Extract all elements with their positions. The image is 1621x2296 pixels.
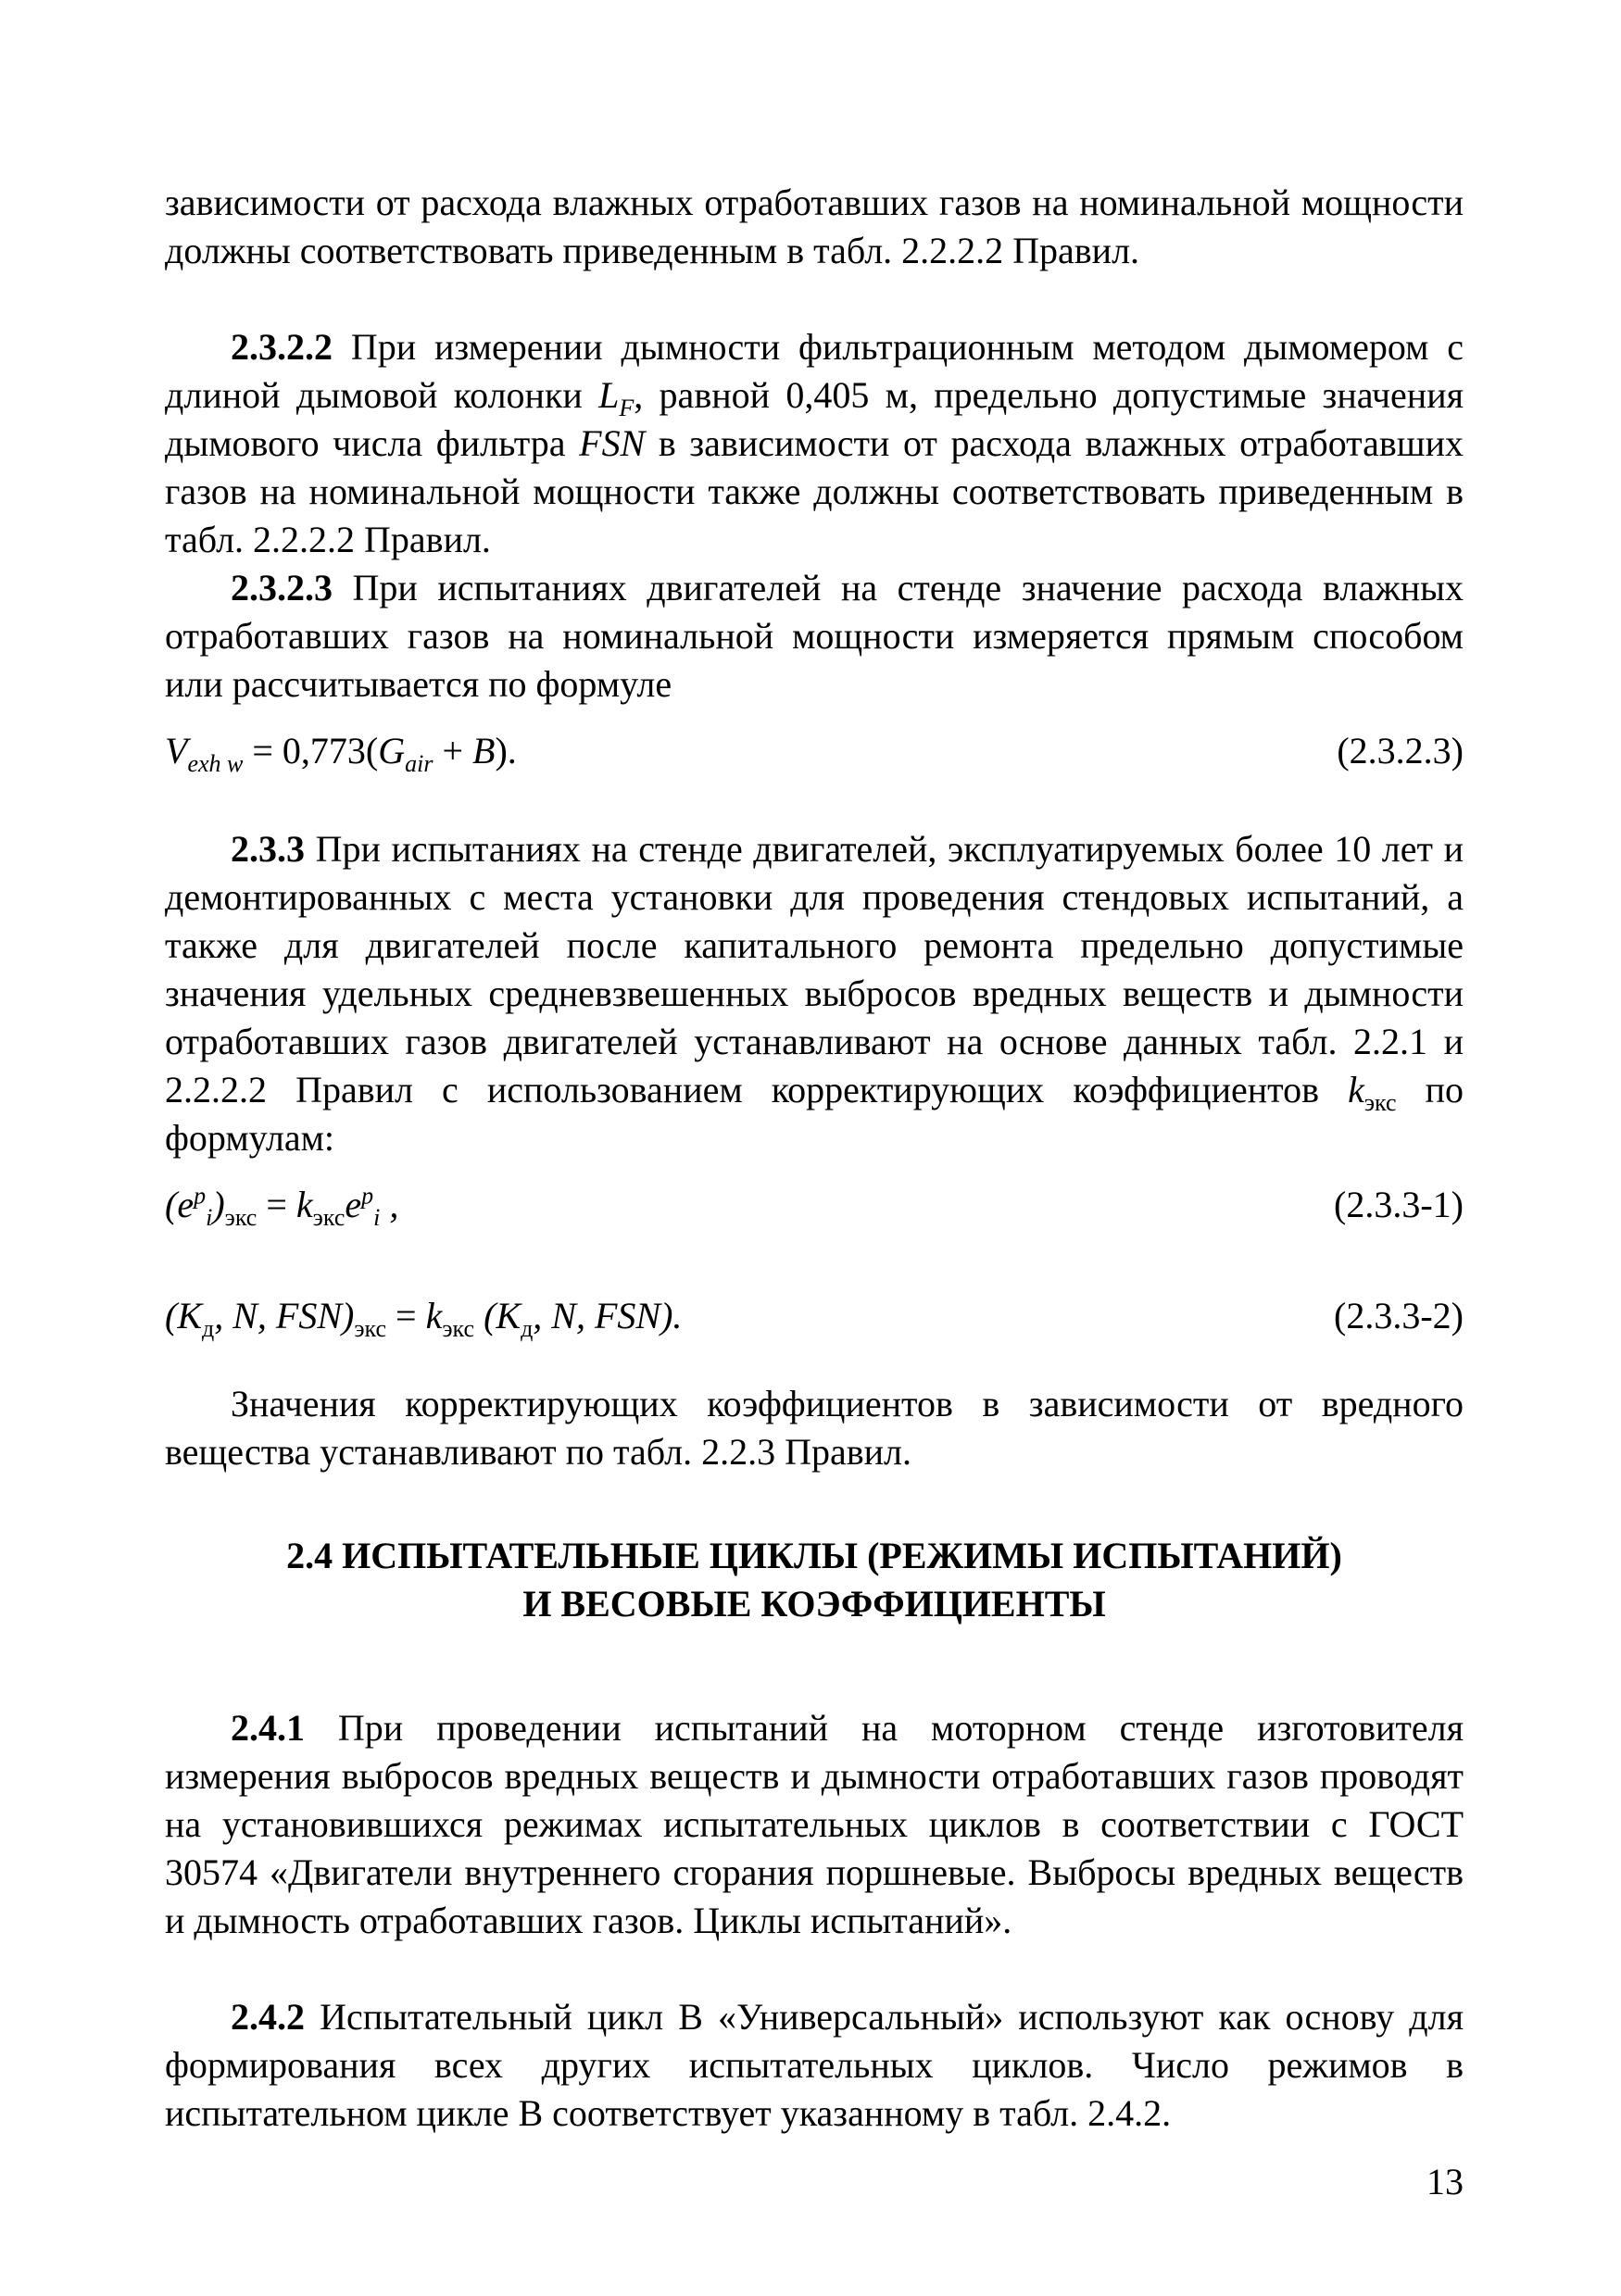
paragraph-text: Значения корректирующих коэффициентов в зависимости от вредного вещества устанавливают по табл. 2.2.3 Правил.: [165, 1383, 1464, 1473]
paragraph-text: в зависимости от расхода влажных отработавших газов на номинальной мощности также должны соответствовать приведенным в табл. 2.2.2.2 Правил.: [165, 422, 1464, 560]
formula-sub: экс: [442, 1315, 475, 1342]
formula-var: G: [378, 730, 406, 772]
formula-var: k: [425, 1295, 443, 1336]
paragraph-2-4-2: [165, 1993, 1464, 2138]
paragraph-correction-values: [165, 1380, 1464, 1476]
formula-sub: экс: [354, 1315, 387, 1342]
formula-2-3-2-3: [165, 727, 1464, 775]
formula-sub: экс: [224, 1204, 258, 1231]
paragraph-2-3-2-2: [165, 323, 1464, 564]
formula-2-3-3-2: [165, 1292, 1464, 1340]
formula-part: =: [386, 1295, 426, 1336]
formula-sub: i: [206, 1204, 213, 1231]
section-heading-line-1: 2.4 ИСПЫТАТЕЛЬНЫЕ ЦИКЛЫ (РЕЖИМЫ ИСПЫТАНИЙ): [286, 1535, 1342, 1576]
formula-number: (2.3.2.3): [1337, 730, 1464, 772]
formula-part: ): [212, 1184, 225, 1225]
formula-part: (: [165, 1184, 178, 1225]
subscript-F: F: [619, 395, 635, 421]
formula-part: = 0,773(: [243, 730, 379, 772]
paragraph-2-4-1: [165, 1704, 1464, 1945]
paragraph-text: по формулам:: [165, 1069, 1464, 1159]
formula-var: B: [472, 730, 496, 772]
formula-var: k: [295, 1184, 313, 1225]
clause-number: 2.3.2.3: [231, 567, 333, 609]
section-heading-line-2: И ВЕСОВЫЕ КОЭФФИЦИЕНТЫ: [522, 1583, 1106, 1625]
formula-part: , N, FSN): [214, 1295, 355, 1336]
formula-number: (2.3.3-2): [1334, 1295, 1464, 1336]
clause-number: 2.3.3: [231, 828, 305, 870]
formula-sub: air: [405, 750, 434, 777]
paragraph-continuation: [165, 179, 1464, 275]
paragraph-2-3-3: [165, 825, 1464, 1162]
formula-part: +: [433, 730, 473, 772]
formula-part: ).: [495, 730, 517, 772]
paragraph-text: , равной 0,405 м, предельно допустимые значения дымового числа фильтра: [165, 374, 1464, 464]
page-number: 13: [1426, 2161, 1464, 2202]
paragraph-text: При проведении испытаний на моторном стенде изготовителя измерения выбросов вредных веществ и дымности отработавших газов проводят на установившихся режимах испытательных циклов в соответствии с ГОСТ 30574 «Двигатели внутреннего сгорания поршневые. Выбросы вредных веществ и дымность отработавших газов. Циклы испытаний».: [165, 1707, 1464, 1941]
clause-number: 2.4.1: [231, 1707, 305, 1749]
formula-part: , N, FSN).: [533, 1295, 683, 1336]
paragraph-2-3-2-3: [165, 564, 1464, 709]
formula-var: e: [177, 1184, 195, 1225]
paragraph-text: При измерении дымности фильтрационным методом дымомером с длиной дымовой колонки: [165, 326, 1464, 416]
paragraph-text: При испытаниях двигателей на стенде значение расхода влажных отработавших газов на номинальной мощности измеряется прямым способом или рассчитывается по формуле: [165, 567, 1464, 705]
variable-L: L: [598, 374, 620, 416]
formula-2-3-3-1: [165, 1181, 1464, 1229]
paragraph-text: При испытаниях на стенде двигателей, эксплуатируемых более 10 лет и демонтированных с места установки для проведения стендовых испытаний, а также для двигателей после капитального ремонта предельно допустимые значения удельных средневзвешенных выбросов вредных веществ и дымности отработавших газов двигателей устанавливают на основе данных табл. 2.2.1 и 2.2.2.2 Правил с использованием корректирующих коэффициентов: [165, 828, 1464, 1110]
clause-number: 2.3.2.2: [231, 326, 333, 368]
formula-sub: exh w: [187, 750, 244, 777]
formula-part: ,: [380, 1184, 399, 1225]
formula-part: (K: [474, 1295, 521, 1336]
formula-part: =: [257, 1184, 296, 1225]
formula-var: V: [165, 730, 188, 772]
formula-sup: p: [194, 1182, 207, 1210]
variable-k: k: [1348, 1069, 1364, 1110]
formula-sub: д: [202, 1315, 215, 1342]
formula-sub: экс: [312, 1204, 346, 1231]
clause-number: 2.4.2: [231, 1996, 305, 2038]
formula-sup: p: [361, 1182, 374, 1210]
formula-part: (K: [165, 1295, 202, 1336]
paragraph-text: Испытательный цикл В «Универсальный» используют как основу для формирования всех других испытательных циклов. Число режимов в испытательном цикле В соответствует указанному в табл. 2.4.2.: [165, 1996, 1464, 2134]
formula-var: e: [345, 1184, 362, 1225]
paragraph-text: зависимости от расхода влажных отработавших газов на номинальной мощности должны соответствовать приведенным в табл. 2.2.2.2 Правил.: [165, 182, 1464, 271]
subscript-eks: экс: [1363, 1089, 1397, 1116]
formula-sub: i: [373, 1204, 381, 1231]
formula-sub: д: [521, 1315, 534, 1342]
formula-number: (2.3.3-1): [1334, 1184, 1464, 1225]
variable-FSN: FSN: [579, 422, 646, 464]
